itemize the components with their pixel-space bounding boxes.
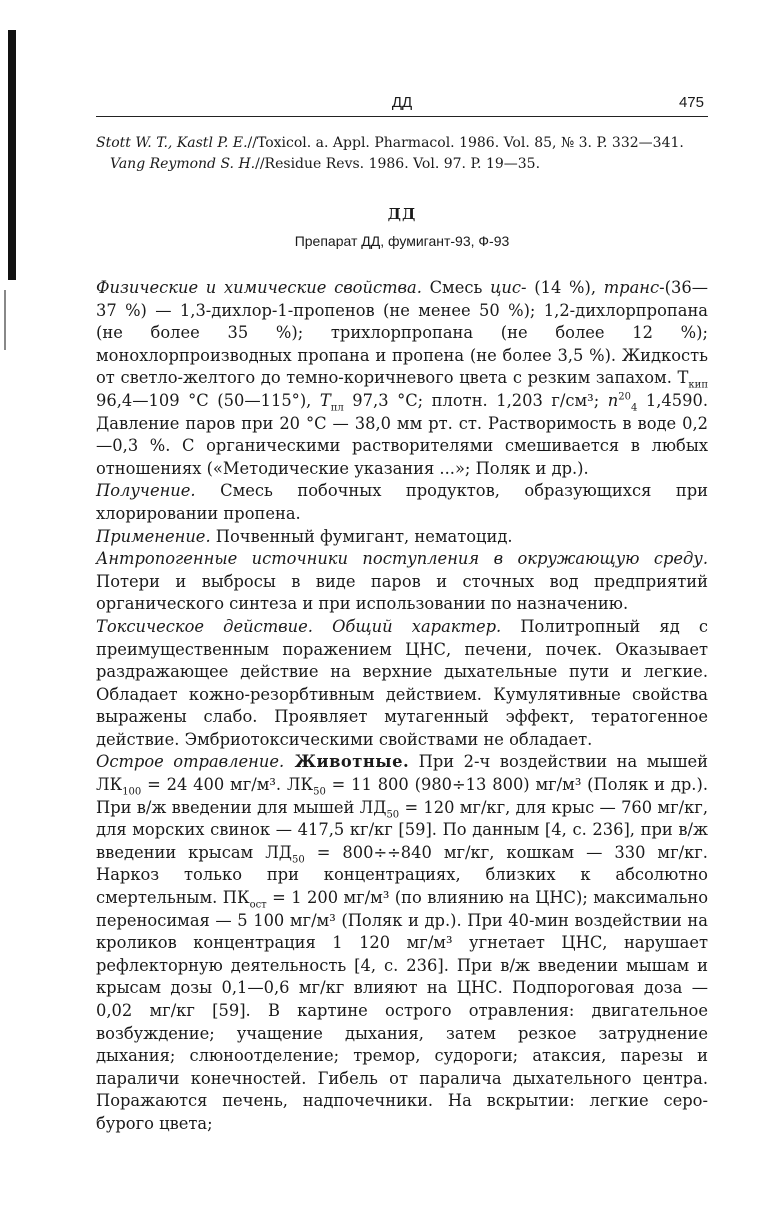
text-run: Почвенный фумигант, нематоцид. <box>210 526 513 546</box>
text-run: n <box>607 390 619 410</box>
paragraph-application <box>96 526 708 549</box>
text-run: 97,3 °C; плотн. 1,203 г/см³; <box>343 390 608 410</box>
reference-item <box>96 133 708 154</box>
reference-authors: Stott W. T., Kastl P. E. <box>96 135 248 151</box>
section-label: Получение. <box>96 481 196 501</box>
running-head-title: ДД <box>391 94 413 111</box>
section-label: Острое отравление. <box>96 752 285 772</box>
text-run: Смесь побочных продуктов, образующихся при хлорировании пропена. <box>96 481 708 523</box>
text-run: (14 %), <box>526 278 604 297</box>
subscript: 50 <box>313 786 326 798</box>
section-label: Токсическое действие. Общий характер. <box>96 616 502 636</box>
text-run: 96,4—109 °C (50—115°), <box>96 390 320 410</box>
text-run: транс- <box>603 278 665 297</box>
subscript: кип <box>688 379 708 391</box>
entry-synonyms: Препарат ДД, фумигант-93, Ф-93 <box>294 233 510 249</box>
reference-list <box>96 133 708 175</box>
section-label: Применение. <box>96 526 211 546</box>
text-run: = 24 400 мг/м³. ЛК <box>141 775 314 795</box>
subscript: 50 <box>386 808 400 820</box>
text-run: = 11 800 (980÷13 800) мг/м³ (Поляк и др.). При в/ж введении для мышей ЛД <box>96 775 708 817</box>
text-run: T <box>319 390 331 410</box>
section-label: Антропогенные источники поступления в окружающую среду. <box>96 549 708 569</box>
text-run: 1,4590. Давление паров при 20 °C — 38,0 мм рт. ст. Растворимость в воде 0,2—0,3 %. С органическими растворителями смешивается в любых отношениях («Методические указания ...»; Поляк и др.). <box>96 390 708 478</box>
entry-title: ДД <box>387 205 417 223</box>
paragraph-production <box>96 480 708 525</box>
subscript: пл <box>330 402 344 414</box>
text-run: При 2-ч воздействии на мышей ЛК <box>96 752 708 795</box>
page <box>96 90 708 1136</box>
scan-shadow-thin <box>4 290 6 350</box>
text-run: = 800÷÷840 мг/кг, кошкам — 330 мг/кг. Наркоз только при концентрациях, близких к абсолютно смертельным. ПК <box>96 842 708 908</box>
text-run: цис- <box>490 278 527 297</box>
paragraph-acute <box>96 751 708 1135</box>
subscript: 4 <box>630 402 638 414</box>
reference-source: //Toxicol. a. Appl. Pharmacol. 1986. Vol. 85, № 3. P. 332—341. <box>247 135 684 151</box>
subscript: ост <box>249 899 267 911</box>
scan-shadow <box>8 30 16 280</box>
reference-item <box>96 154 708 175</box>
section-label: Физические и химические свойства. <box>96 278 422 297</box>
text-run: = 120 мг/кг, для крыс — 760 мг/кг, для морских свинок — 417,5 кг/кг [59]. По данным [4, с. 236], при в/ж введении крысам ЛД <box>96 797 708 862</box>
text-run: Смесь <box>421 278 491 297</box>
reference-authors: Vang Reymond S. H. <box>110 156 256 172</box>
subscript: 50 <box>292 854 305 866</box>
text-run: = 1 200 мг/м³ (по влиянию на ЦНС); максимально переносимая — 5 100 мг/м³ (Поляк и др.). При 40-мин воздействии на кроликов концентрация 1 120 мг/м³ угнетает ЦНС, нарушает рефлекторную деятельность [4, с. 236]. При в/ж введении мышам и крысам дозы 0,1—0,6 мг/кг влияют на ЦНС. Подпороговая доза — 0,02 мг/кг [59]. В картине острого отравления: двигательное возбуждение; учащение дыхания, затем резкое затруднение дыхания; слюноотделение; тремор, судороги; атаксия, парезы и параличи конечностей. Гибель от паралича дыхательного центра. Поражаются печень, надпочечники. На вскрытии: легкие серо-бурого цвета; <box>96 888 708 1133</box>
reference-source: //Residue Revs. 1986. Vol. 97. P. 19—35. <box>255 156 541 172</box>
paragraph-sources <box>96 548 708 616</box>
paragraph-toxicity <box>96 616 708 752</box>
subscript: 100 <box>122 786 142 798</box>
text-run: Животные. <box>284 752 410 772</box>
running-head <box>96 90 708 117</box>
paragraph-properties <box>96 277 708 480</box>
text-run: Политропный яд с преимущественным поражением ЦНС, печени, почек. Оказывает раздражающее действие на верхние дыхательные пути и легкие. Обладает кожно-резорбтивным действием. Кумулятивные свойства выражены слабо. Проявляет мутагенный эффект, тератогенное действие. Эмбриотоксическими свойствами не обладает. <box>96 616 708 749</box>
page-number: 475 <box>678 94 704 111</box>
article-body <box>96 277 708 1136</box>
text-run: Потери и выбросы в виде паров и сточных вод предприятий органического синтеза и при использовании по назначению. <box>96 571 708 614</box>
superscript: 20 <box>618 391 631 403</box>
text-run: (36—37 %) — 1,3-дихлор-1-пропенов (не менее 50 %); 1,2-дихлорпропана (не более 35 %); трихлорпропана (не более 12 %); монохлорпроизводных пропана и пропена (не более 3,5 %). Жидкость от светло-желтого до темно-коричневого цвета с резким запахом. T <box>96 278 709 388</box>
